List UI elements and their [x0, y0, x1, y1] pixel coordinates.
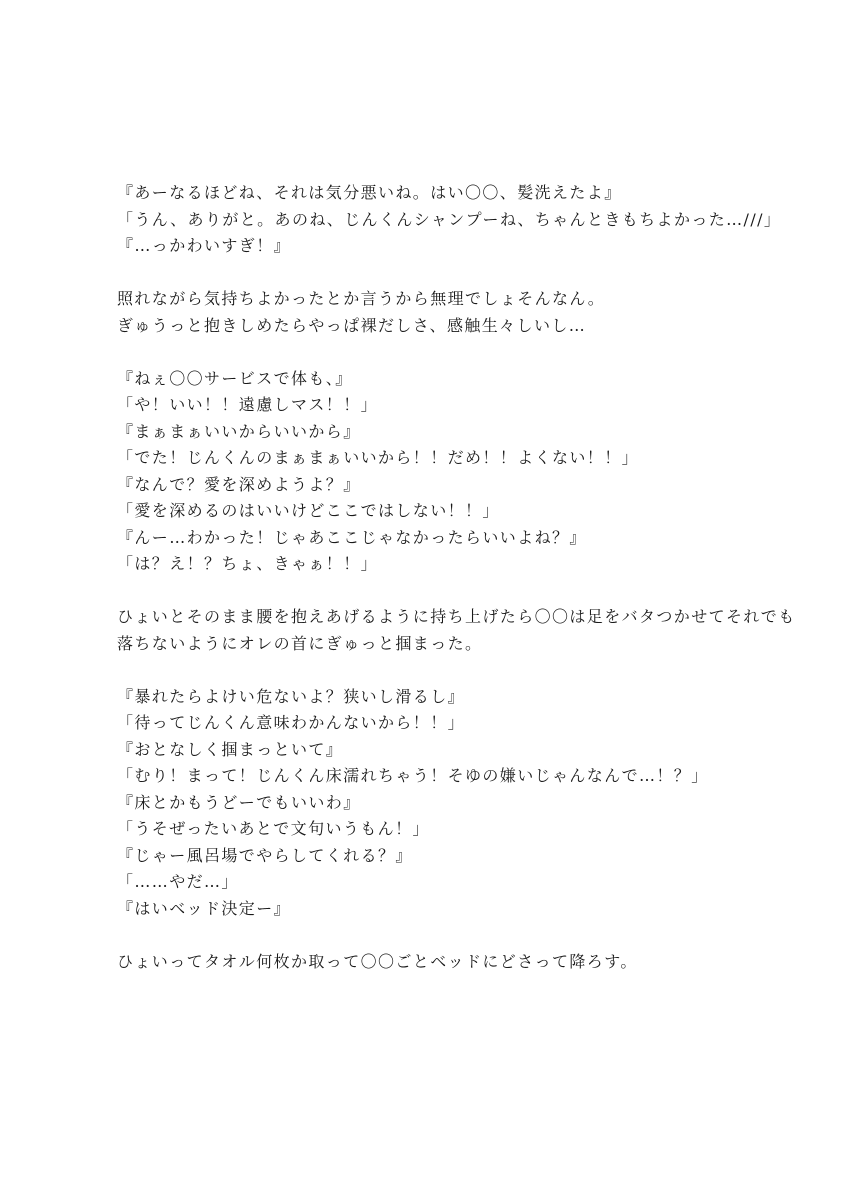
text-line: 『暴れたらよけい危ないよ？狭いし滑るし』 [117, 686, 466, 706]
paragraph-gap [117, 260, 757, 287]
paragraph-gap [117, 339, 757, 366]
text-line: ひょいとそのまま腰を抱えあげるように持ち上げたら〇〇は足をバタつかせてそれでも [117, 607, 796, 626]
text-line: 『床とかもうどーでもいいわ』 [117, 792, 361, 812]
paragraph-gap [117, 922, 757, 949]
text-line: 「うそぜったいあとで文句いうもん！」 [117, 819, 430, 838]
text-line: 「でた！じんくんのまぁまぁいいから！！だめ！！よくない！！」 [117, 448, 640, 467]
paragraph-gap [117, 578, 757, 605]
paragraph-3 [117, 366, 757, 578]
text-line: 『ねぇ〇〇サービスで体も、』 [117, 368, 353, 388]
text-line: 『はいベッド決定ー』 [117, 898, 292, 918]
text-line: ぎゅうっと抱きしめたらやっぱ裸だしさ、感触生々しいし… [117, 315, 587, 335]
text-line: 「うん、ありがと。あのね、じんくんシャンプーね、ちゃんときもちよかった…///」 [117, 209, 782, 229]
paragraph-1 [117, 180, 782, 260]
paragraph-5 [117, 684, 757, 923]
paragraph-2 [117, 286, 757, 339]
text-line: 「や！いい！！遠慮しマス！！」 [117, 395, 379, 414]
paragraph-4 [117, 604, 796, 657]
text-line: 「は？え！？ちょ、きゃぁ！！」 [117, 554, 379, 573]
text-line: ひょいってタオル何枚か取って〇〇ごとベッドにどさって降ろす。 [117, 951, 638, 971]
text-line: 落ちないようにオレの首にぎゅっと掴まった。 [117, 633, 483, 653]
text-line: 「愛を深めるのはいいけどここではしない！！」 [117, 501, 500, 520]
text-line: 『じゃー風呂場でやらしてくれる？』 [117, 845, 413, 865]
text-line: 『おとなしく掴まっといて』 [117, 739, 344, 759]
paragraph-gap [117, 657, 757, 684]
paragraph-6 [117, 949, 757, 976]
text-line: 『なんで？愛を深めようよ？』 [117, 474, 361, 494]
text-line: 『んー…わかった！じゃあここじゃなかったらいいよね？』 [117, 527, 587, 547]
story-text [117, 180, 796, 975]
text-line: 「待ってじんくん意味わかんないから！！」 [117, 713, 466, 732]
text-line: 『まぁまぁいいからいいから』 [117, 421, 361, 441]
text-line: 「……やだ…」 [117, 872, 239, 891]
text-line: 『…っかわいすぎ！』 [117, 236, 292, 255]
text-line: 「むり！まって！じんくん床濡れちゃう！そゆの嫌いじゃんなんで…！？」 [117, 766, 709, 785]
text-line: 照れながら気持ちよかったとか言うから無理でしょそんなん。 [117, 289, 606, 308]
text-line: 『あーなるほどね、それは気分悪いね。はい〇〇、髪洗えたよ』 [117, 183, 622, 202]
